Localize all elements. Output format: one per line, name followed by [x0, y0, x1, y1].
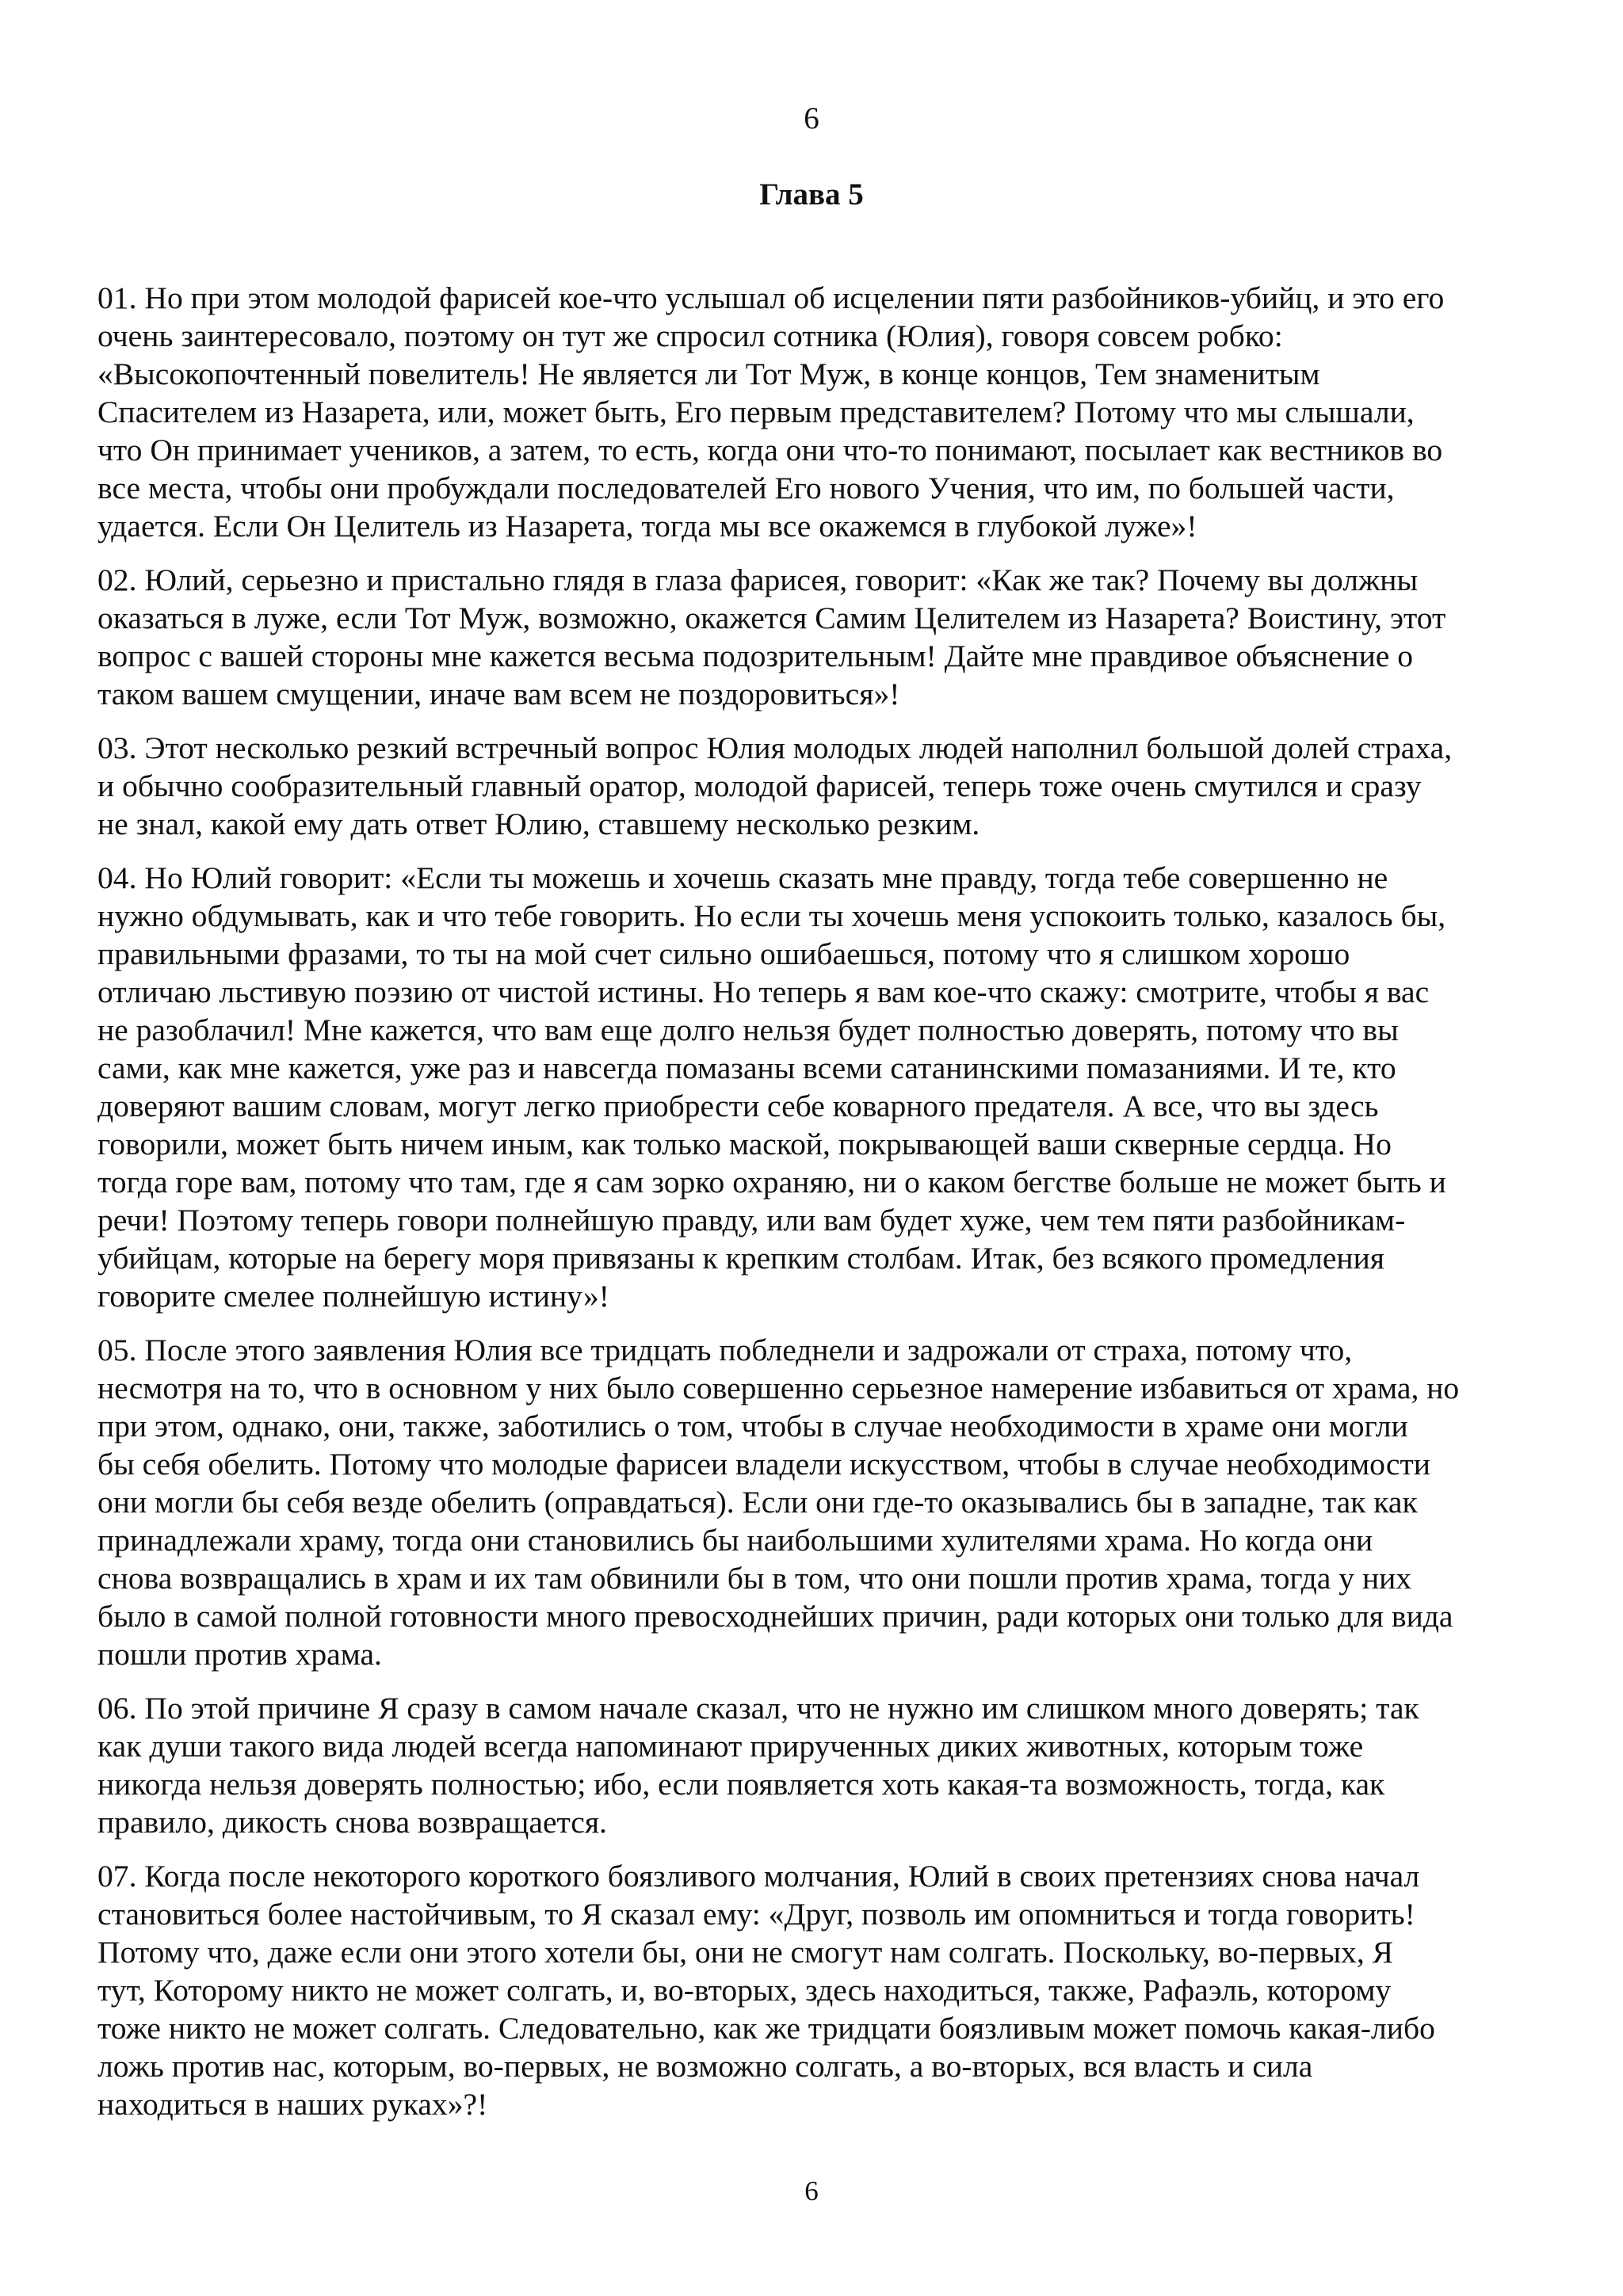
text-line: оказаться в луже, если Тот Муж, возможно, окажется Самим Целителем из Назарета? Воистину, этот — [97, 601, 1446, 635]
text-line: очень заинтересовало, поэтому он тут же спросил сотника (Юлия), говоря совсем робко: — [97, 318, 1283, 353]
text-line: и обычно сообразительный главный оратор, молодой фарисей, теперь тоже очень смутился и сразу — [97, 769, 1422, 803]
text-line: 02. Юлий, серьезно и пристально глядя в глаза фарисея, говорит: «Как же так? Почему вы должны — [97, 563, 1419, 597]
text-line: Спасителем из Назарета, или, может быть, Его первым представителем? Потому что мы слышали, — [97, 395, 1415, 429]
text-line: принадлежали храму, тогда они становились бы наибольшими хулителями храма. Но когда они — [97, 1523, 1373, 1558]
paragraph-02 — [97, 561, 1529, 713]
page-number-top: 6 — [804, 101, 819, 135]
text-line: все места, чтобы они пробуждали последователей Его нового Учения, что им, по большей части, — [97, 471, 1395, 505]
text-line: что Он принимает учеников, а затем, то есть, когда они что-то понимают, посылает как вестников во — [97, 433, 1443, 467]
text-line: бы себя обелить. Потому что молодые фарисеи владели искусством, чтобы в случае необходимости — [97, 1447, 1430, 1482]
text-line: тоже никто не может солгать. Следовательно, как же тридцати боязливым может помочь какая-либо — [97, 2011, 1435, 2046]
text-line: при этом, однако, они, также, заботились о том, чтобы в случае необходимости в храме они могли — [97, 1409, 1408, 1444]
text-line: убийцам, которые на берегу моря привязаны к крепким столбам. Итак, без всякого промедления — [97, 1241, 1384, 1276]
text-line: доверяют вашим словам, могут легко приобрести себе коварного предателя. А все, что вы здесь — [97, 1089, 1379, 1123]
text-line: правильными фразами, то ты на мой счет сильно ошибаешься, потому что я слишком хорошо — [97, 936, 1350, 971]
paragraph-05 — [97, 1331, 1529, 1673]
text-line: не знал, какой ему дать ответ Юлию, ставшему несколько резким. — [97, 807, 980, 841]
text-line: находиться в наших руках»?! — [97, 2087, 488, 2122]
text-line: тут, Которому никто не может солгать, и, во-вторых, здесь находиться, также, Рафаэль, которому — [97, 1973, 1392, 2008]
text-line: 05. После этого заявления Юлия все тридцать побледнели и задрожали от страха, потому что, — [97, 1333, 1353, 1367]
text-line: несмотря на то, что в основном у них было совершенно серьезное намерение избавиться от храма, но — [97, 1371, 1460, 1405]
text-line: говорите смелее полнейшую истину»! — [97, 1279, 609, 1314]
text-line: «Высокопочтенный повелитель! Не является ли Тот Муж, в конце концов, Тем знаменитым — [97, 357, 1320, 391]
text-line: снова возвращались в храм и их там обвинили бы в том, что они пошли против храма, тогда у них — [97, 1561, 1412, 1596]
paragraph-04 — [97, 859, 1529, 1315]
text-line: было в самой полной готовности много превосходнейших причин, ради которых они только для вида — [97, 1599, 1453, 1634]
text-line: они могли бы себя везде обелить (оправдаться). Если они где-то оказывались бы в западне, так как — [97, 1485, 1418, 1520]
text-line: таком вашем смущении, иначе вам всем не поздоровиться»! — [97, 677, 900, 711]
text-line: Потому что, даже если они этого хотели бы, они не смогут нам солгать. Поскольку, во-первых, Я — [97, 1935, 1394, 1970]
text-line: никогда нельзя доверять полностью; ибо, если появляется хоть какая-та возможность, тогда, как — [97, 1767, 1385, 1802]
text-line: 07. Когда после некоторого короткого боязливого молчания, Юлий в своих претензиях снова начал — [97, 1859, 1420, 1894]
paragraph-03 — [97, 729, 1529, 843]
paragraph-01 — [97, 279, 1529, 545]
text-line: нужно обдумывать, как и что тебе говорить. Но если ты хочешь меня успокоить только, казалось бы, — [97, 898, 1446, 933]
paragraph-06 — [97, 1689, 1529, 1841]
text-line: как души такого вида людей всегда напоминают прирученных диких животных, которым тоже — [97, 1729, 1364, 1764]
page-number-bottom: 6 — [804, 2176, 819, 2206]
text-line: становиться более настойчивым, то Я сказал ему: «Друг, позволь им опомниться и тогда говорить! — [97, 1897, 1415, 1932]
text-line: 01. Но при этом молодой фарисей кое-что услышал об исцелении пяти разбойников-убийц, и это его — [97, 280, 1445, 315]
text-line: говорили, может быть ничем иным, как только маской, покрывающей ваши скверные сердца. Но — [97, 1127, 1392, 1161]
chapter-title: Глава 5 — [759, 177, 864, 212]
body-text — [97, 279, 1529, 2139]
text-line: удается. Если Он Целитель из Назарета, тогда мы все окажемся в глубокой луже»! — [97, 509, 1197, 543]
text-line: тогда горе вам, потому что там, где я сам зорко охраняю, ни о каком бегстве больше не может быть и — [97, 1165, 1446, 1199]
text-line: сами, как мне кажется, уже раз и навсегда помазаны всеми сатанинскими помазаниями. И те, кто — [97, 1051, 1396, 1085]
paragraph-07 — [97, 1857, 1529, 2123]
text-line: пошли против храма. — [97, 1637, 382, 1672]
text-line: вопрос с вашей стороны мне кажется весьма подозрительным! Дайте мне правдивое объяснение о — [97, 639, 1414, 673]
text-line: не разоблачил! Мне кажется, что вам еще долго нельзя будет полностью доверять, потому что вы — [97, 1013, 1399, 1047]
text-line: ложь против нас, которым, во-первых, не возможно солгать, а во-вторых, вся власть и сила — [97, 2049, 1313, 2084]
text-line: правило, дикость снова возвращается. — [97, 1805, 607, 1840]
text-line: 06. По этой причине Я сразу в самом начале сказал, что не нужно им слишком много доверять; так — [97, 1691, 1419, 1726]
text-line: 04. Но Юлий говорит: «Если ты можешь и хочешь сказать мне правду, тогда тебе совершенно не — [97, 860, 1388, 895]
text-line: речи! Поэтому теперь говори полнейшую правду, или вам будет хуже, чем тем пяти разбойникам- — [97, 1203, 1406, 1238]
text-line: отличаю льстивую поэзию от чистой истины. Но теперь я вам кое-что скажу: смотрите, чтобы я вас — [97, 974, 1430, 1009]
text-line: 03. Этот несколько резкий встречный вопрос Юлия молодых людей наполнил большой долей страха, — [97, 730, 1453, 765]
